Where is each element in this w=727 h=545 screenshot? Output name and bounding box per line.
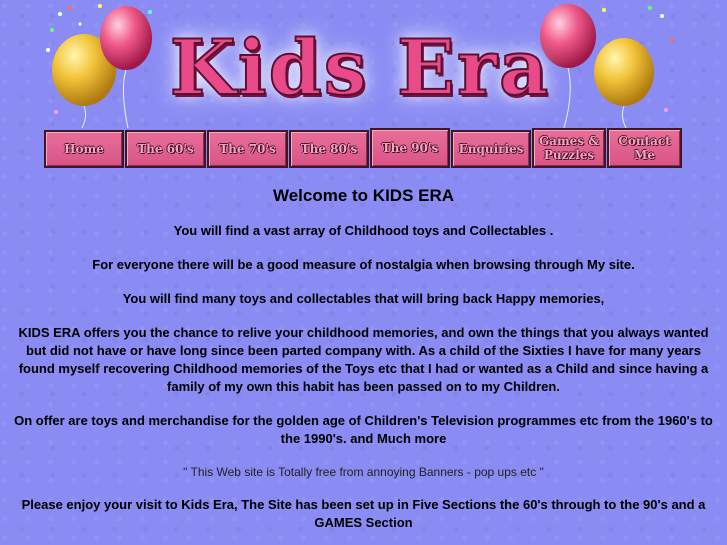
main-navigation: [44, 128, 684, 170]
nav-60s-button[interactable]: [125, 130, 206, 168]
nav-home-label: Home: [64, 142, 104, 156]
intro-paragraph-2: For everyone there will be a good measure of nostalgia when browsing through My site.: [92, 257, 635, 272]
nav-contact-me-button[interactable]: [607, 128, 682, 168]
nav-games-puzzles-button[interactable]: [532, 128, 606, 168]
nav-contact-me-label: Contact Me: [618, 134, 671, 162]
about-paragraph: KIDS ERA offers you the chance to relive your childhood memories, and own the things that you always wanted but did not have or have long since been parted company with. As a child of the Sixties I have for many years found myself recovering Childhood memories of the Toys etc that I had or wanted as a Child and since having a family of my own this habit has been passed on to my Children.: [18, 325, 709, 394]
balloons-left-icon: [40, 0, 170, 128]
nav-70s-label: The 70's: [219, 142, 276, 156]
nav-games-puzzles-label: Games & Puzzles: [538, 134, 600, 162]
no-banners-note: " This Web site is Totally free from annoying Banners - pop ups etc ": [183, 465, 544, 479]
welcome-heading: Welcome to KIDS ERA: [272, 186, 455, 205]
nav-home-button[interactable]: [44, 130, 124, 168]
nav-80s-label: The 80's: [300, 142, 358, 156]
offer-paragraph: On offer are toys and merchandise for the golden age of Children's Television programmes etc from the 1960's to the 1990's. and Much more: [14, 413, 713, 446]
nav-enquiries-button[interactable]: [451, 130, 531, 168]
main-content: [0, 178, 727, 532]
sections-paragraph: Please enjoy your visit to Kids Era, The Site has been set up in Five Sections the 60's through to the 90's and a GAMES Section: [21, 497, 706, 530]
nav-90s-label: The 90's: [381, 141, 439, 155]
nav-80s-button[interactable]: [289, 130, 369, 168]
nav-70s-button[interactable]: [207, 130, 288, 168]
nav-enquiries-label: Enquiries: [458, 142, 524, 156]
intro-paragraph-3: You will find many toys and collectables that will bring back Happy memories,: [122, 291, 605, 306]
nav-90s-button[interactable]: [370, 128, 450, 168]
intro-paragraph-1: You will find a vast array of Childhood toys and Collectables .: [173, 223, 554, 238]
site-logo: [160, 18, 560, 118]
nav-60s-label: The 60's: [137, 142, 194, 156]
site-logo-text: Kids Era: [169, 23, 551, 112]
header-banner: [0, 0, 727, 128]
